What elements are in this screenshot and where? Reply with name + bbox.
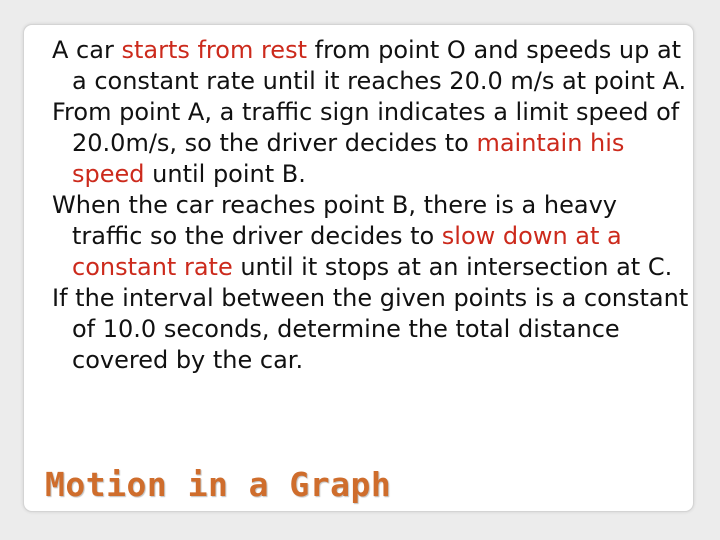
slide-title: Motion in a Graph [45,465,392,504]
paragraph-4 [52,283,692,376]
highlight-maintain-speed: maintain his speed [72,129,625,188]
text-segment: If the interval between the given points is a constant of 10.0 seconds, determine the total distance covered by the car. [52,284,689,374]
highlight-slow-down: slow down at a constant rate [72,222,622,281]
paragraph-2 [52,97,692,190]
problem-text [52,35,692,376]
paragraph-1 [52,35,692,97]
text-segment: A car [52,36,122,64]
text-segment: From point A, a traffic sign indicates a limit speed of 20.0m/s, so the driver decides to [52,98,680,157]
text-segment: until it stops at an intersection at C. [232,253,673,281]
highlight-starts-from-rest: starts from rest [121,36,307,64]
paragraph-3 [52,190,692,283]
text-segment: until point B. [144,160,306,188]
text-segment: from point O and speeds up at a constant rate [72,36,682,95]
slide [23,24,694,512]
text-segment: until it reaches 20.0 m/s at point A. [255,67,687,95]
text-segment: When the car reaches point B, there is a heavy traffic so the driver decides to [52,191,617,250]
